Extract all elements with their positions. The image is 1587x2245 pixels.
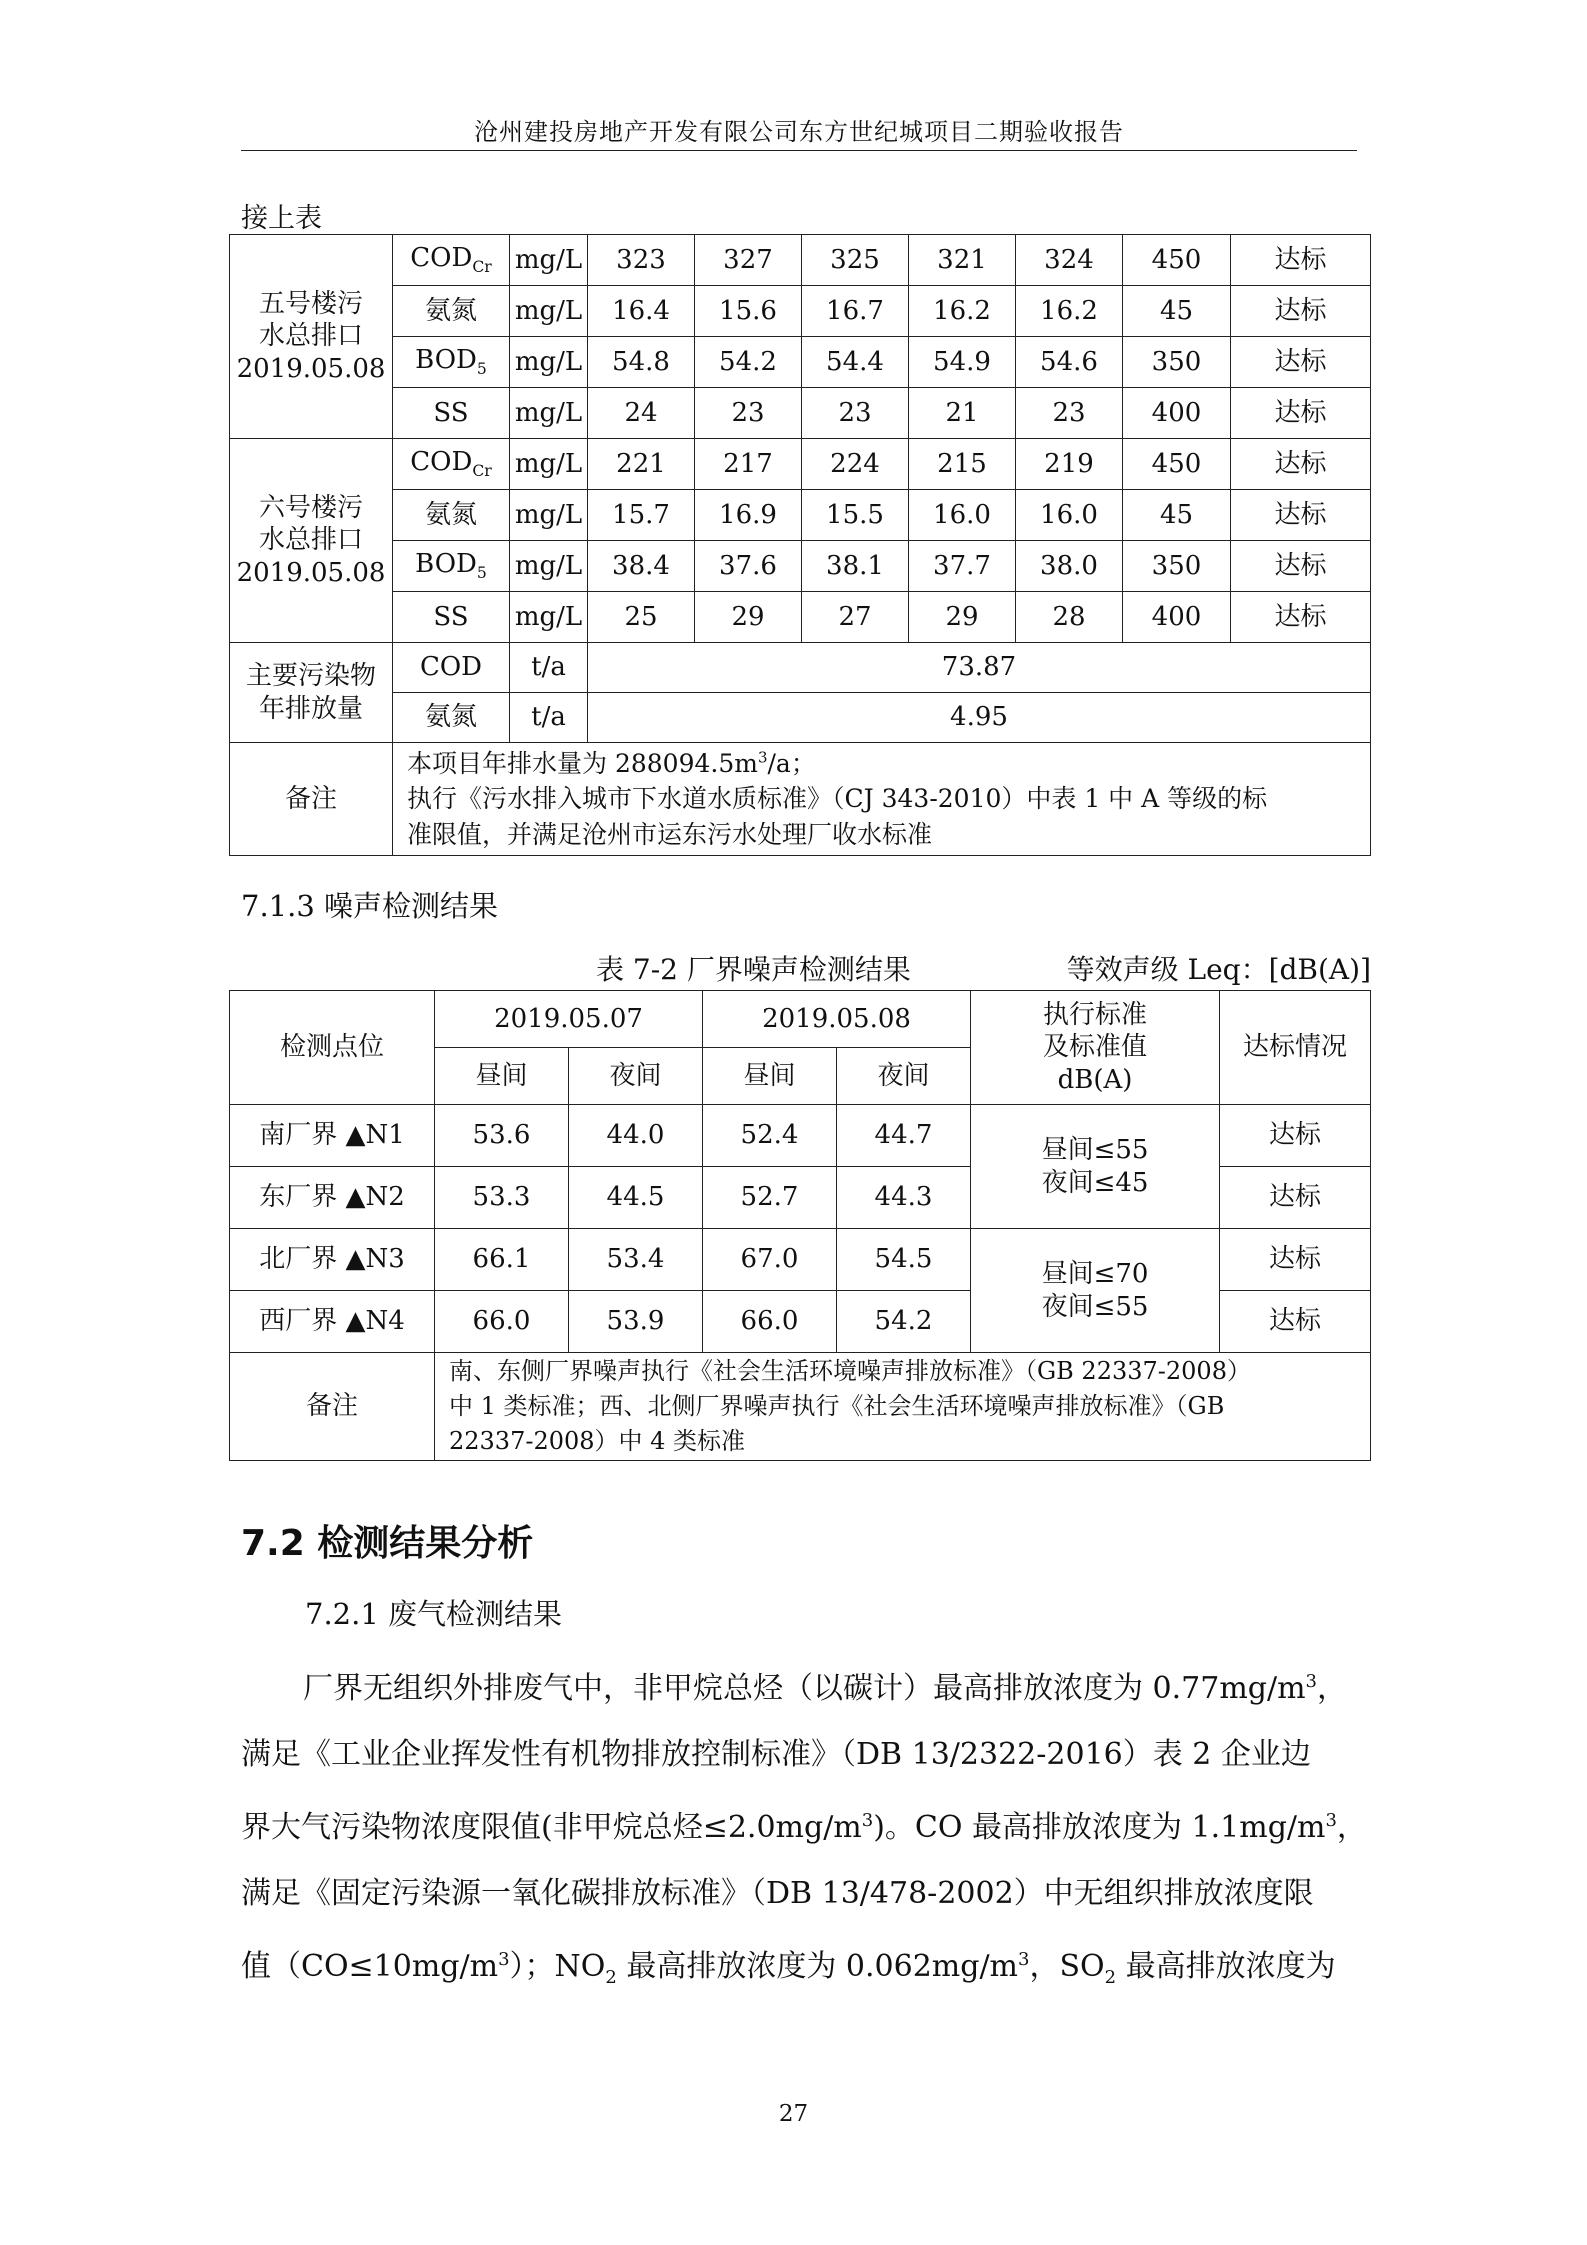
value-cell: 37.6 <box>695 541 802 592</box>
standard-cell: 昼间≤70 夜间≤55 <box>971 1229 1220 1353</box>
value-cell: 16.2 <box>1016 286 1123 337</box>
value-cell: 54.8 <box>588 337 695 388</box>
value-cell: 54.2 <box>695 337 802 388</box>
value-cell: 15.5 <box>802 490 909 541</box>
note-label: 备注 <box>230 1353 435 1461</box>
unit-cell: mg/L <box>510 235 588 286</box>
section-heading-7-1-3: 7.1.3 噪声检测结果 <box>241 889 499 923</box>
limit-cell: 450 <box>1123 235 1231 286</box>
limit-cell: 45 <box>1123 490 1231 541</box>
annual-value-cell: 4.95 <box>588 693 1371 743</box>
parameter-cell: $COD_{Cr}$ <box>393 439 510 490</box>
value-cell: 224 <box>802 439 909 490</box>
unit-cell: mg/L <box>510 388 588 439</box>
paragraph-line: 值$(CO\le 10mg/m^3)$；$NO_2$ 最高排放浓度为 $0.062mg/m^3$，$SO_2$ 最高排放浓度为 <box>241 1949 1336 1988</box>
unit-cell: mg/L <box>510 286 588 337</box>
value-cell: 38.1 <box>802 541 909 592</box>
table-row <box>230 286 1371 337</box>
value-cell: 38.0 <box>1016 541 1123 592</box>
location-cell: 南厂界 ▲N1 <box>230 1105 435 1167</box>
header-standard: 执行标准 及标准值 dB(A) <box>971 991 1220 1105</box>
table-row <box>230 439 1371 490</box>
result-cell: 达标 <box>1231 286 1371 337</box>
value-cell: 52.7 <box>703 1167 837 1229</box>
parameter-cell: SS <box>393 388 510 439</box>
parameter-cell: 氨氮 <box>393 490 510 541</box>
annual-value-cell: 73.87 <box>588 643 1371 693</box>
table-row <box>230 592 1371 643</box>
result-cell: 达标 <box>1231 388 1371 439</box>
unit-cell: mg/L <box>510 337 588 388</box>
value-cell: 54.5 <box>837 1229 971 1291</box>
section-heading-7-2: 7.2 检测结果分析 <box>241 1523 534 1564</box>
unit-cell: mg/L <box>510 439 588 490</box>
table-title: 表 7-2 厂界噪声检测结果 <box>596 953 911 986</box>
result-cell: 达标 <box>1231 490 1371 541</box>
unit-cell: mg/L <box>510 541 588 592</box>
value-cell: 44.5 <box>569 1167 703 1229</box>
limit-cell: 450 <box>1123 439 1231 490</box>
parameter-cell: SS <box>393 592 510 643</box>
value-cell: 23 <box>695 388 802 439</box>
value-cell: 324 <box>1016 235 1123 286</box>
header-location: 检测点位 <box>230 991 435 1105</box>
result-cell: 达标 <box>1220 1167 1371 1229</box>
value-cell: 24 <box>588 388 695 439</box>
value-cell: 53.9 <box>569 1291 703 1353</box>
unit-cell: t/a <box>510 693 588 743</box>
location-cell: 东厂界 ▲N2 <box>230 1167 435 1229</box>
value-cell: 15.6 <box>695 286 802 337</box>
limit-cell: 400 <box>1123 388 1231 439</box>
value-cell: 23 <box>802 388 909 439</box>
value-cell: 38.4 <box>588 541 695 592</box>
body-paragraph <box>241 1649 1367 2011</box>
value-cell: 28 <box>1016 592 1123 643</box>
unit-cell: mg/L <box>510 592 588 643</box>
paragraph-line: 满足《固定污染源一氧化碳排放标准》（DB 13/478-2002）中无组织排放浓度限 <box>241 1876 1314 1911</box>
result-cell: 达标 <box>1231 235 1371 286</box>
value-cell: 323 <box>588 235 695 286</box>
unit-cell: t/a <box>510 643 588 693</box>
standard-cell: 昼间≤55 夜间≤45 <box>971 1105 1220 1229</box>
value-cell: 66.0 <box>703 1291 837 1353</box>
table-row <box>230 643 1371 693</box>
value-cell: 29 <box>909 592 1016 643</box>
header-night: 夜间 <box>569 1048 703 1105</box>
paragraph-line: 界大气污染物浓度限值(非甲烷总烃$\le 2.0mg/m^3$)。CO 最高排放浓度为 $1.1mg/m^3$， <box>241 1810 1367 1845</box>
value-cell: 53.4 <box>569 1229 703 1291</box>
value-cell: 219 <box>1016 439 1123 490</box>
value-cell: 16.2 <box>909 286 1016 337</box>
result-cell: 达标 <box>1231 439 1371 490</box>
value-cell: 44.3 <box>837 1167 971 1229</box>
table-row <box>230 743 1371 856</box>
result-cell: 达标 <box>1220 1229 1371 1291</box>
header-night: 夜间 <box>837 1048 971 1105</box>
value-cell: 16.4 <box>588 286 695 337</box>
header-day: 昼间 <box>435 1048 569 1105</box>
value-cell: 25 <box>588 592 695 643</box>
limit-cell: 45 <box>1123 286 1231 337</box>
result-cell: 达标 <box>1220 1291 1371 1353</box>
table-header-row <box>230 991 1371 1048</box>
value-cell: 215 <box>909 439 1016 490</box>
table-continued-label: 接上表 <box>241 203 322 234</box>
value-cell: 21 <box>909 388 1016 439</box>
value-cell: 16.9 <box>695 490 802 541</box>
section-heading-7-2-1: 7.2.1 废气检测结果 <box>305 1597 563 1631</box>
value-cell: 66.1 <box>435 1229 569 1291</box>
parameter-cell: $BOD_5$ <box>393 541 510 592</box>
result-cell: 达标 <box>1220 1105 1371 1167</box>
header-date: 2019.05.07 <box>435 991 703 1048</box>
value-cell: 44.7 <box>837 1105 971 1167</box>
result-cell: 达标 <box>1231 541 1371 592</box>
value-cell: 325 <box>802 235 909 286</box>
header-result: 达标情况 <box>1220 991 1371 1105</box>
value-cell: 27 <box>802 592 909 643</box>
value-cell: 15.7 <box>588 490 695 541</box>
limit-cell: 350 <box>1123 541 1231 592</box>
parameter-cell: 氨氮 <box>393 693 510 743</box>
table-row <box>230 337 1371 388</box>
sampling-location-cell: 六号楼污 水总排口 2019.05.08 <box>230 439 393 643</box>
page-header-title: 沧州建投房地产开发有限公司东方世纪城项目二期验收报告 <box>474 118 1124 146</box>
sampling-location-cell: 五号楼污 水总排口 2019.05.08 <box>230 235 393 439</box>
table-row <box>230 541 1371 592</box>
value-cell: 54.4 <box>802 337 909 388</box>
table-row <box>230 1229 1371 1291</box>
result-cell: 达标 <box>1231 592 1371 643</box>
value-cell: 221 <box>588 439 695 490</box>
parameter-cell: $BOD_5$ <box>393 337 510 388</box>
note-label: 备注 <box>230 743 393 856</box>
table-row <box>230 388 1371 439</box>
value-cell: 16.0 <box>909 490 1016 541</box>
value-cell: 29 <box>695 592 802 643</box>
value-cell: 16.7 <box>802 286 909 337</box>
value-cell: 16.0 <box>1016 490 1123 541</box>
paragraph-line: 满足《工业企业挥发性有机物排放控制标准》（DB 13/2322-2016）表 2 企业边 <box>241 1737 1311 1772</box>
result-cell: 达标 <box>1231 337 1371 388</box>
table-row <box>230 1105 1371 1167</box>
noise-results-table <box>229 990 1371 1461</box>
value-cell: 54.2 <box>837 1291 971 1353</box>
value-cell: 53.3 <box>435 1167 569 1229</box>
header-date: 2019.05.08 <box>703 991 971 1048</box>
limit-cell: 350 <box>1123 337 1231 388</box>
value-cell: 66.0 <box>435 1291 569 1353</box>
value-cell: 321 <box>909 235 1016 286</box>
location-cell: 北厂界 ▲N3 <box>230 1229 435 1291</box>
table-row <box>230 235 1371 286</box>
table-row <box>230 693 1371 743</box>
page-number: 27 <box>778 2101 809 2127</box>
value-cell: 44.0 <box>569 1105 703 1167</box>
annual-emission-label: 主要污染物 年排放量 <box>230 643 393 743</box>
value-cell: 327 <box>695 235 802 286</box>
table-row <box>230 490 1371 541</box>
parameter-cell: 氨氮 <box>393 286 510 337</box>
value-cell: 67.0 <box>703 1229 837 1291</box>
value-cell: 53.6 <box>435 1105 569 1167</box>
parameter-cell: $COD_{Cr}$ <box>393 235 510 286</box>
table-row <box>230 1353 1371 1461</box>
paragraph-line: 厂界无组织外排废气中，非甲烷总烃（以碳计）最高排放浓度为 $0.77mg/m^3$， <box>303 1671 1347 1706</box>
note-text: 南、东侧厂界噪声执行《社会生活环境噪声排放标准》（GB 22337-2008） 中 1 类标准；西、北侧厂界噪声执行《社会生活环境噪声排放标准》（GB 22337-2008）中 4 类标准 <box>435 1353 1371 1461</box>
note-text: 本项目年排水量为 $288094.5m^3/a$； 执行《污水排入城市下水道水质标准》（CJ 343-2010）中表 1 中 A 等级的标 准限值，并满足沧州市运东污水处理厂收水标准 <box>393 743 1371 856</box>
limit-cell: 400 <box>1123 592 1231 643</box>
value-cell: 52.4 <box>703 1105 837 1167</box>
value-cell: 217 <box>695 439 802 490</box>
value-cell: 23 <box>1016 388 1123 439</box>
location-cell: 西厂界 ▲N4 <box>230 1291 435 1353</box>
header-rule <box>241 150 1357 151</box>
value-cell: 54.6 <box>1016 337 1123 388</box>
parameter-cell: COD <box>393 643 510 693</box>
wastewater-results-table <box>229 234 1371 856</box>
value-cell: 54.9 <box>909 337 1016 388</box>
header-day: 昼间 <box>703 1048 837 1105</box>
unit-cell: mg/L <box>510 490 588 541</box>
table-unit-note: 等效声级 Leq：[dB(A)] <box>1066 953 1371 986</box>
value-cell: 37.7 <box>909 541 1016 592</box>
